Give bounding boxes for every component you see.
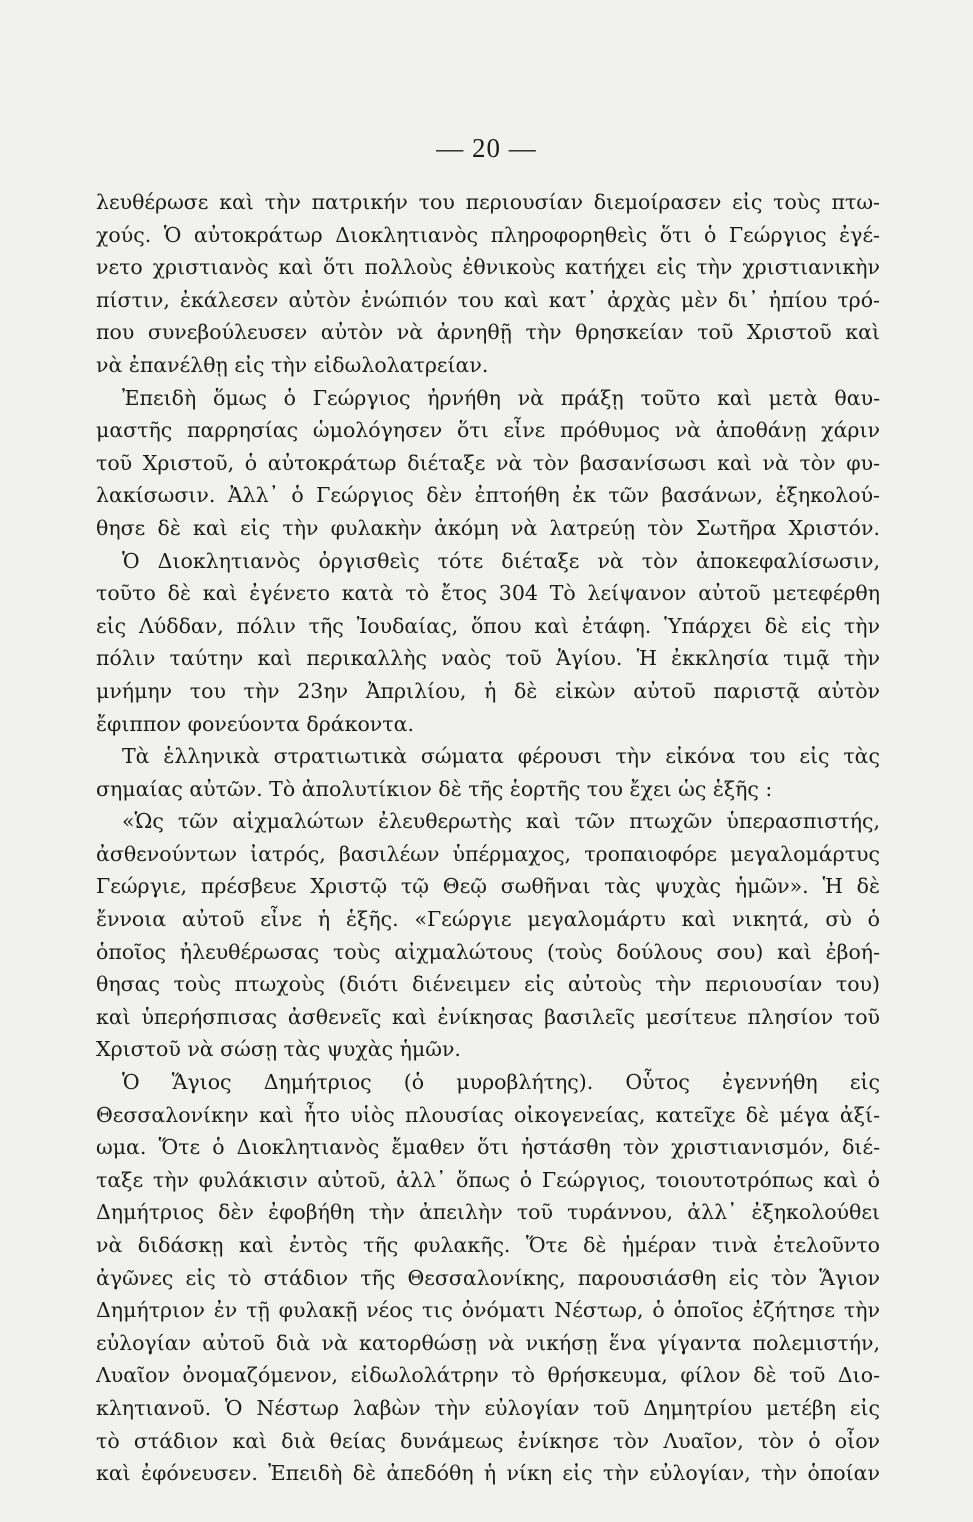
text-line: Δημήτριον ἐν τῇ φυλακῇ νέος τις ὀνόματι Νέστωρ, ὁ ὁποῖος ἐζήτησε τὴν (96, 1298, 880, 1323)
text-line: πόλιν ταύτην καὶ περικαλλὴς ναὸς τοῦ Ἁγίου. Ἡ ἐκκλησία τιμᾷ τὴν (96, 646, 880, 671)
text-line: εἰς Λύδδαν, πόλιν τῆς Ἰουδαίας, ὅπου καὶ ἐτάφη. Ὑπάρχει δὲ εἰς τὴν (96, 613, 880, 638)
text-line: τοῦ Χριστοῦ, ὁ αὐτοκράτωρ διέταξε νὰ τὸν βασανίσωσι καὶ νὰ τὸν φυ- (96, 450, 880, 475)
text-line: μνήμην του τὴν 23ην Ἀπριλίου, ἡ δὲ εἰκὼν αὐτοῦ παριστᾷ αὐτὸν (96, 678, 880, 703)
text-line: θησε δὲ καὶ εἰς τὴν φυλακὴν ἀκόμη νὰ λατρεύῃ τὸν Σωτῆρα Χριστόν. (96, 515, 880, 540)
text-line: ταξε τὴν φυλάκισιν αὐτοῦ, ἀλλ᾽ ὅπως ὁ Γεώργιος, τοιουτοτρόπως καὶ ὁ (96, 1167, 880, 1192)
text-line: νὰ διδάσκῃ καὶ ἐντὸς τῆς φυλακῆς. Ὅτε δὲ ἡμέραν τινὰ ἐτελοῦντο (96, 1233, 880, 1257)
text-line: Θεσσαλονίκην καὶ ἦτο υἱὸς πλουσίας οἰκογενείας, κατεῖχε δὲ μέγα ἀξί- (96, 1102, 880, 1127)
text-line: Γεώργιε, πρέσβευε Χριστῷ τῷ Θεῷ σωθῆναι τὰς ψυχὰς ἡμῶν». Ἡ δὲ (96, 874, 880, 899)
text-line: ἀσθενούντων ἰατρός, βασιλέων ὑπέρμαχος, τροπαιοφόρε μεγαλομάρτυς (96, 841, 880, 866)
text-line: που συνεβούλευσεν αὐτὸν νὰ ἀρνηθῇ τὴν θρησκείαν τοῦ Χριστοῦ καὶ (96, 320, 880, 345)
text-line: εὐλογίαν αὐτοῦ διὰ νὰ κατορθώσῃ νὰ νικήσῃ ἕνα γίγαντα πολεμιστήν, (96, 1330, 880, 1355)
text-line: Χριστοῦ νὰ σώσῃ τὰς ψυχὰς ἡμῶν. (96, 1037, 461, 1062)
text-line: καὶ ἐφόνευσεν. Ἐπειδὴ δὲ ἀπεδόθη ἡ νίκη εἰς τὴν εὐλογίαν, τὴν ὁποίαν (96, 1461, 880, 1486)
text-line: Ὁ Ἅγιος Δημήτριος (ὁ μυροβλήτης). Οὗτος ἐγεννήθη εἰς (122, 1070, 880, 1095)
text-line: ἔφιππον φονεύοντα δράκοντα. (96, 711, 414, 736)
text-line: λευθέρωσε καὶ τὴν πατρικήν του περιουσίαν διεμοίρασεν εἰς τοὺς πτω- (96, 190, 880, 214)
text-line: καὶ ὑπερήσπισας ἀσθενεῖς καὶ ἐνίκησας βασιλεῖς μεσίτευε πλησίον τοῦ (96, 1004, 880, 1029)
text-line: Δημήτριος δὲν ἐφοβήθη τὴν ἀπειλὴν τοῦ τυράννου, ἀλλ᾽ ἐξηκολούθει (96, 1200, 880, 1225)
text-line: τοῦτο δὲ καὶ ἐγένετο κατὰ τὸ ἔτος 304 Τὸ λείψανον αὐτοῦ μετεφέρθη (96, 581, 880, 606)
text-line: Ἐπειδὴ ὅμως ὁ Γεώργιος ἠρνήθη νὰ πράξῃ τοῦτο καὶ μετὰ θαυ- (122, 385, 880, 410)
text-line: Λυαῖον ὀνομαζόμενον, εἰδωλολάτρην τὸ θρήσκευμα, φίλον δὲ τοῦ Διο- (96, 1363, 880, 1388)
text-line: λακίσωσιν. Ἀλλ᾽ ὁ Γεώργιος δὲν ἐπτοήθη ἐκ τῶν βασάνων, ἐξηκολού- (96, 483, 880, 508)
text-line: ἀγῶνες εἰς τὸ στάδιον τῆς Θεσσαλονίκης, παρουσιάσθη εἰς τὸν Ἅγιον (96, 1265, 880, 1290)
text-line: Τὰ ἑλληνικὰ στρατιωτικὰ σώματα φέρουσι τὴν εἰκόνα του εἰς τὰς (122, 744, 880, 769)
text-line: τὸ στάδιον καὶ διὰ θείας δυνάμεως ἐνίκησε τὸν Λυαῖον, τὸν ὁ οἶον (96, 1428, 880, 1453)
text-line (96, 1490, 880, 1522)
text-line: «Ὡς τῶν αἰχμαλώτων ἐλευθερωτὴς καὶ τῶν πτωχῶν ὑπερασπιστής, (122, 809, 880, 834)
page-number: — 20 — (436, 133, 537, 163)
text-line: μαστῆς παρρησίας ὡμολόγησεν ὅτι εἶνε πρόθυμος νὰ ἀποθάνῃ χάριν (96, 418, 880, 443)
text-line: ωμα. Ὅτε ὁ Διοκλητιανὸς ἔμαθεν ὅτι ἠστάσθη τὸν χριστιανισμόν, διέ- (96, 1135, 880, 1160)
text-line: Ὁ Διοκλητιανὸς ὀργισθεὶς τότε διέταξε νὰ τὸν ἀποκεφαλίσωσιν, (122, 548, 880, 573)
text-line: χούς. Ὁ αὐτοκράτωρ Διοκλητιανὸς πληροφορηθεὶς ὅτι ὁ Γεώργιος ἐγέ- (96, 222, 880, 247)
text-line: ὁποῖος ἠλευθέρωσας τοὺς αἰχμαλώτους (τοὺς δούλους σου) καὶ ἐβοή- (96, 939, 880, 964)
text-line: ἔννοια αὐτοῦ εἶνε ἡ ἑξῆς. «Γεώργιε μεγαλομάρτυ καὶ νικητά, σὺ ὁ (96, 907, 880, 932)
body-text (96, 186, 880, 1522)
text-line: πίστιν, ἐκάλεσεν αὐτὸν ἐνώπιόν του καὶ κατ᾽ ἀρχὰς μὲν δι᾽ ἠπίου τρό- (96, 287, 880, 312)
text-line: σημαίας αὐτῶν. Τὸ ἀπολυτίκιον δὲ τῆς ἑορτῆς του ἔχει ὡς ἑξῆς : (96, 776, 773, 801)
text-line: θησας τοὺς πτωχοὺς (διότι διένειμεν εἰς αὐτοὺς τὴν περιουσίαν του) (96, 972, 880, 997)
text-line: νετο χριστιανὸς καὶ ὅτι πολλοὺς ἐθνικοὺς κατήχει εἰς τὴν χριστιανικὴν (96, 255, 880, 280)
text-line: νὰ ἐπανέλθῃ εἰς τὴν εἰδωλολατρείαν. (96, 352, 489, 377)
text-line: κλητιανοῦ. Ὁ Νέστωρ λαβὼν τὴν εὐλογίαν τοῦ Δημητρίου μετέβη εἰς (96, 1395, 880, 1420)
